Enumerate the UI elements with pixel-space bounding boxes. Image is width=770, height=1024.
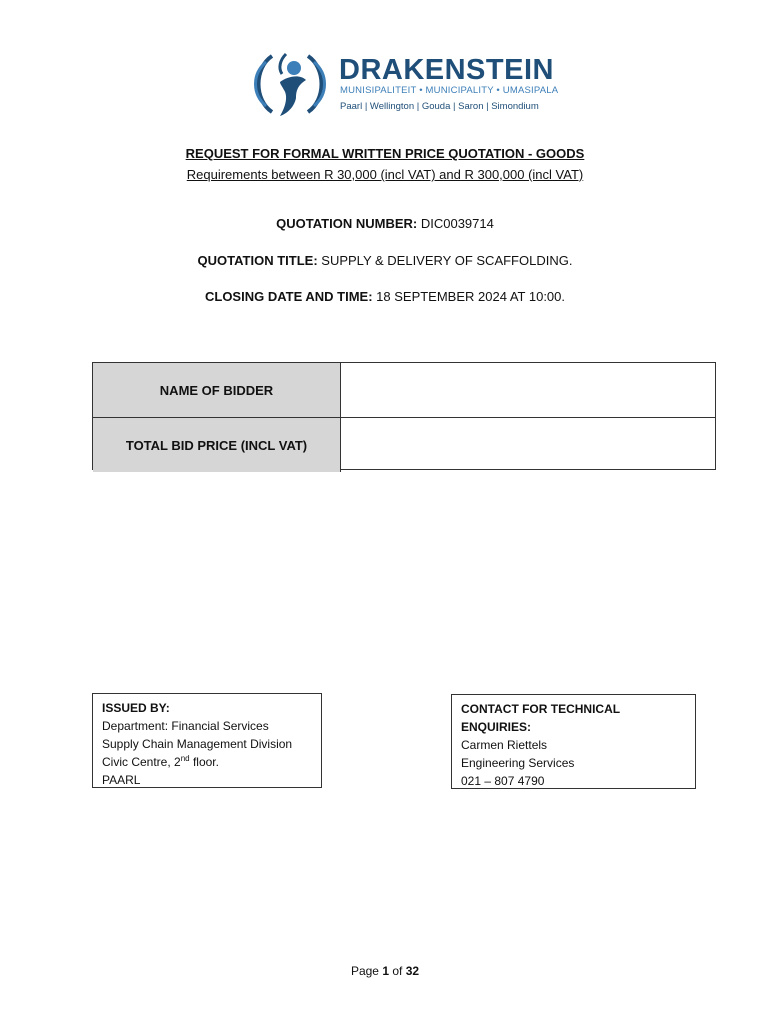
bid-price-row	[93, 417, 715, 472]
bid-price-label: TOTAL BID PRICE (INCL VAT)	[93, 418, 341, 472]
document-subtitle: Requirements between R 30,000 (incl VAT) and R 300,000 (incl VAT)	[186, 167, 584, 182]
of-label: of	[392, 964, 403, 978]
bidder-table	[92, 362, 716, 470]
quotation-number-label: QUOTATION NUMBER:	[276, 216, 418, 231]
issued-by-building	[102, 753, 312, 771]
issued-by-box	[92, 693, 322, 788]
municipal-emblem-icon	[250, 46, 330, 122]
logo-tagline: MUNISIPALITEIT • MUNICIPALITY • UMASIPALA	[340, 85, 559, 96]
document-title: REQUEST FOR FORMAL WRITTEN PRICE QUOTATION - GOODS	[185, 146, 585, 161]
bidder-name-label: NAME OF BIDDER	[93, 363, 341, 417]
technical-contact-name: Carmen Riettels	[461, 738, 548, 752]
closing-date	[0, 289, 770, 304]
building-prefix: Civic Centre, 2	[102, 755, 181, 769]
issued-by-department: Department: Financial Services	[102, 719, 269, 733]
building-suffix: floor.	[189, 755, 219, 769]
page-footer	[0, 964, 770, 978]
page-total: 32	[405, 964, 420, 978]
issued-by-division: Supply Chain Management Division	[102, 737, 293, 751]
issued-by-town: PAARL	[102, 773, 141, 787]
bidder-name-field[interactable]	[341, 363, 715, 417]
building-ordinal: nd	[180, 754, 190, 763]
technical-contact-phone: 021 – 807 4790	[461, 774, 545, 788]
closing-date-label: CLOSING DATE AND TIME:	[204, 289, 373, 304]
technical-contact-title: CONTACT FOR TECHNICAL ENQUIRIES:	[461, 702, 620, 734]
quotation-title-value: SUPPLY & DELIVERY OF SCAFFOLDING.	[321, 253, 573, 268]
technical-contact-department: Engineering Services	[461, 756, 575, 770]
quotation-number	[0, 216, 770, 231]
drakenstein-logo	[250, 46, 570, 122]
issued-by-title: ISSUED BY:	[102, 701, 170, 715]
bidder-name-row	[93, 363, 715, 417]
quotation-title-label: QUOTATION TITLE:	[197, 253, 318, 268]
quotation-title	[0, 253, 770, 268]
page-label: Page	[350, 964, 379, 978]
page-current: 1	[382, 964, 389, 978]
quotation-number-value: DIC0039714	[420, 216, 494, 231]
logo-brand-name: DRAKENSTEIN	[339, 54, 554, 86]
technical-contact-box	[451, 694, 696, 789]
bid-price-field[interactable]	[341, 418, 715, 472]
closing-date-value: 18 SEPTEMBER 2024 AT 10:00.	[376, 289, 566, 304]
logo-towns: Paarl | Wellington | Gouda | Saron | Simondium	[340, 101, 539, 112]
